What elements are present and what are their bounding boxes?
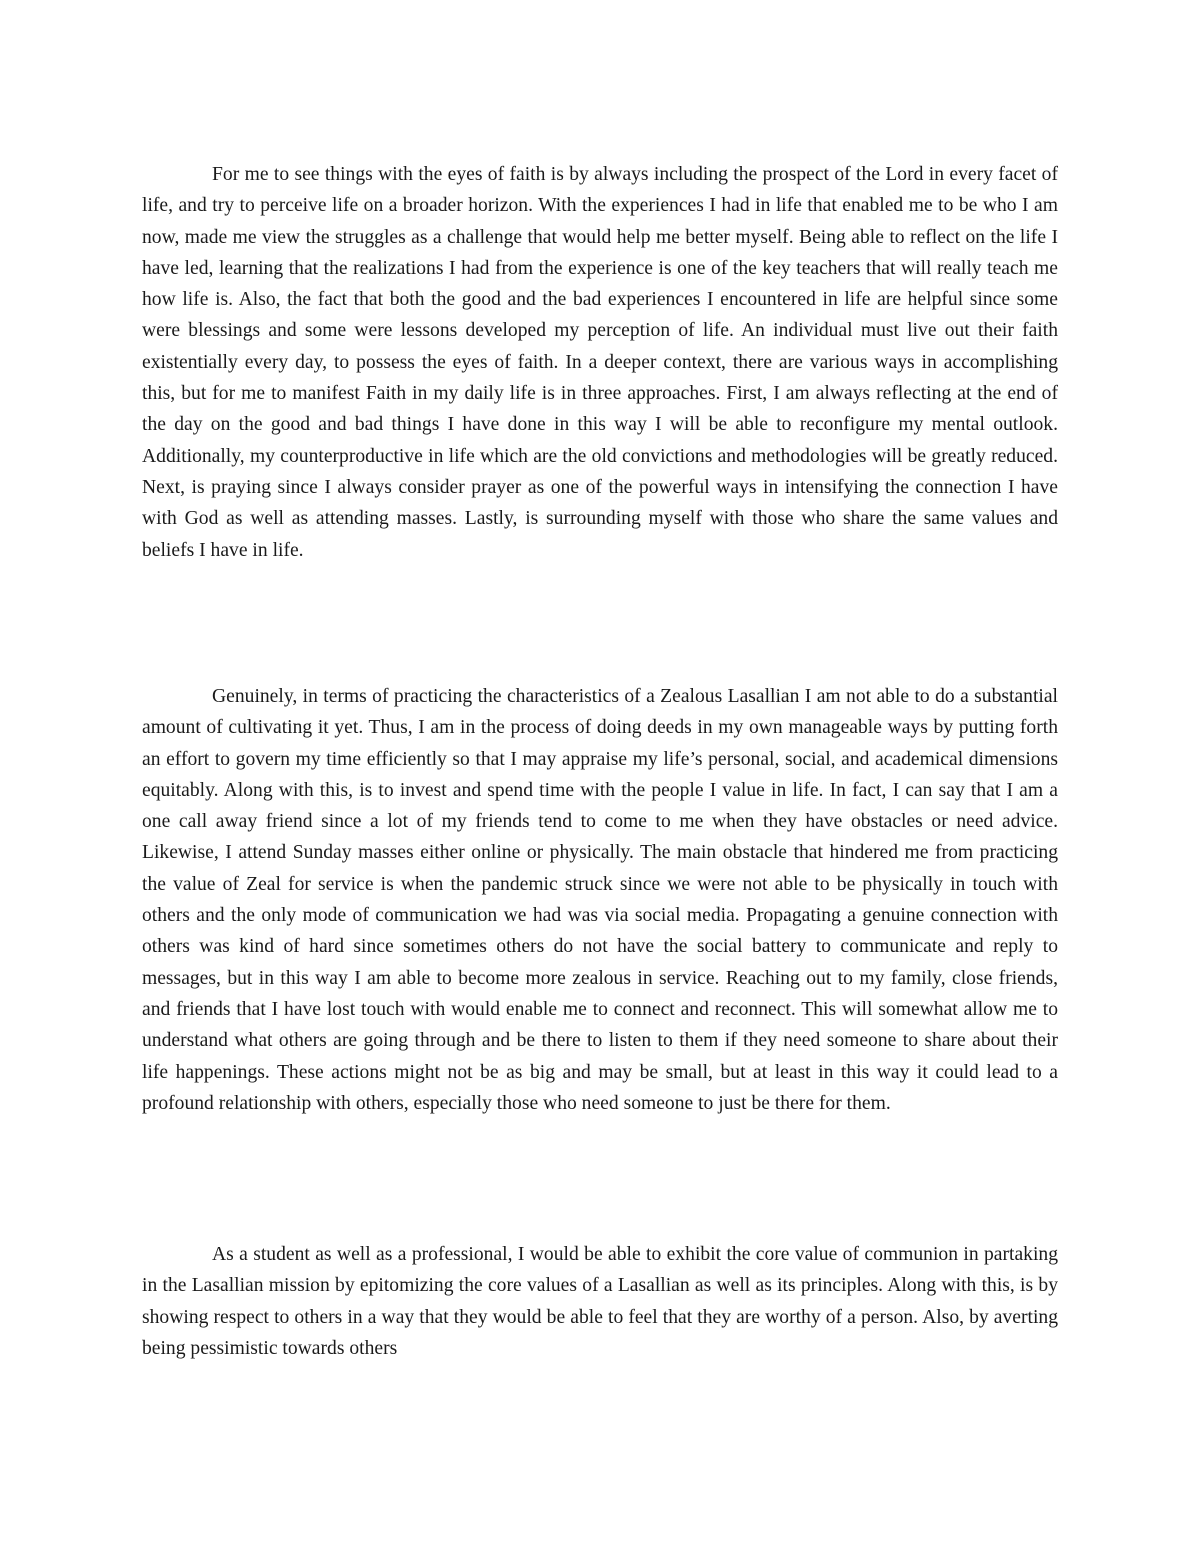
paragraph-zealous-lasallian	[142, 681, 1058, 1119]
paragraph-text: As a student as well as a professional, I would be able to exhibit the core value of communion in partaking in the Lasallian mission by epitomizing the core values of a Lasallian as well as its principles. Along with this, is by showing respect to others in a way that they would be able to feel that they are worthy of a person. Also, by averting being pessimistic towards others	[142, 1244, 1058, 1359]
paragraph-text: For me to see things with the eyes of faith is by always including the prospect of the Lord in every facet of life, and try to perceive life on a broader horizon. With the experiences I had in life that enabled me to be who I am now, made me view the struggles as a challenge that would help me better myself. Being able to reflect on the life I have led, learning that the realizations I had from the experience is one of the key teachers that will really teach me how life is. Also, the fact that both the good and the bad experiences I encountered in life are helpful since some were blessings and some were lessons developed my perception of life. An individual must live out their faith existentially every day, to possess the eyes of faith. In a deeper context, there are various ways in accomplishing this, but for me to manifest Faith in my daily life is in three approaches. First, I am always reflecting at the end of the day on the good and bad things I have done in this way I will be able to reconfigure my mental outlook. Additionally, my counterproductive in life which are the old convictions and methodologies will be greatly reduced. Next, is praying since I always consider prayer as one of the powerful ways in intensifying the connection I have with God as well as attending masses. Lastly, is surrounding myself with those who share the same values and beliefs I have in life.	[142, 164, 1058, 561]
paragraph-text: Genuinely, in terms of practicing the characteristics of a Zealous Lasallian I am not able to do a substantial amount of cultivating it yet. Thus, I am in the process of doing deeds in my own manageable ways by putting forth an effort to govern my time efficiently so that I may appraise my life’s personal, social, and academical dimensions equitably. Along with this, is to invest and spend time with the people I value in life. In fact, I can say that I am a one call away friend since a lot of my friends tend to come to me when they have obstacles or need advice. Likewise, I attend Sunday masses either online or physically. The main obstacle that hindered me from practicing the value of Zeal for service is when the pandemic struck since we were not able to be physically in touch with others and the only mode of communication we had was via social media. Propagating a genuine connection with others was kind of hard since sometimes others do not have the social battery to communicate and reply to messages, but in this way I am able to become more zealous in service. Reaching out to my family, close friends, and friends that I have lost touch with would enable me to connect and reconnect. This will somewhat allow me to understand what others are going through and be there to listen to them if they need someone to share about their life happenings. These actions might not be as big and may be small, but at least in this way it could lead to a profound relationship with others, especially those who need someone to just be there for them.	[142, 686, 1058, 1114]
paragraph-communion	[142, 1239, 1058, 1364]
paragraph-eyes-of-faith	[142, 159, 1058, 566]
